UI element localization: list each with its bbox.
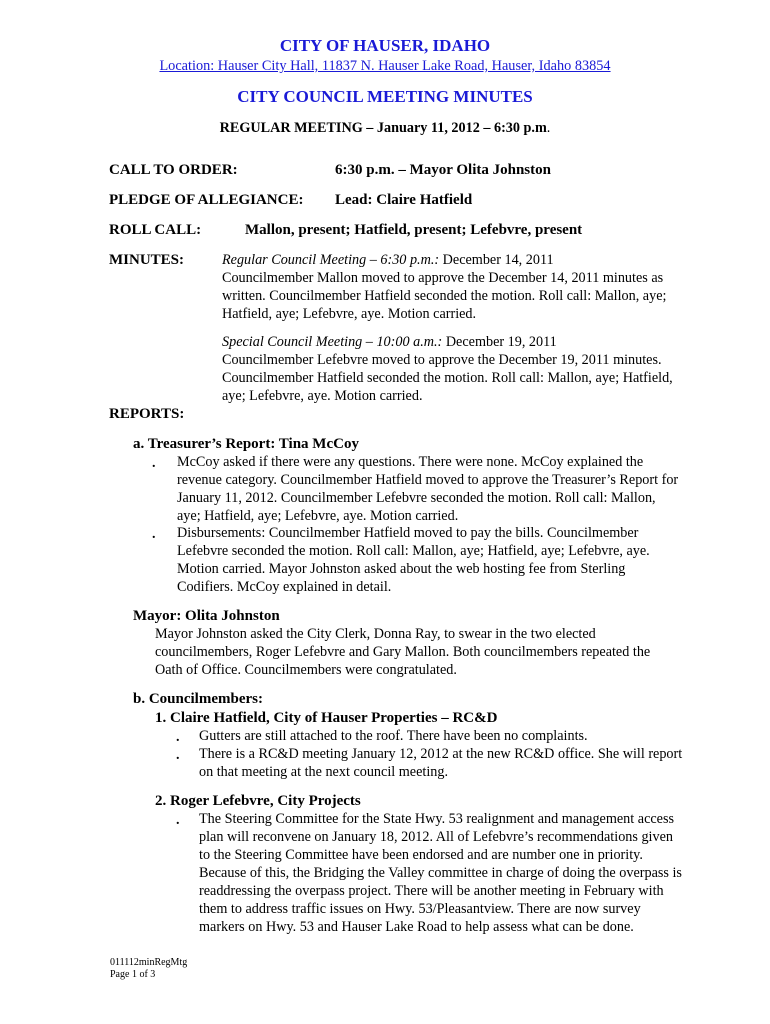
meeting-period: . (546, 120, 551, 136)
paragraph-line: Because of this, the Bridging the Valley committee in charge of doing the overpass is (199, 865, 682, 881)
paragraph-line: markers on Hwy. 53 and Hauser Lake Road to help assess what can be done. (199, 919, 634, 935)
regular-meeting-minutes (222, 251, 666, 323)
special-meeting-minutes (222, 333, 673, 405)
pledge-label: PLEDGE OF ALLEGIANCE: (109, 192, 304, 208)
call-to-order-label: CALL TO ORDER: (109, 162, 238, 178)
city-title: CITY OF HAUSER, IDAHO (279, 36, 491, 55)
paragraph-line: Hatfield, aye; Lefebvre, aye. Motion carried. (222, 306, 477, 322)
minutes-label: MINUTES: (109, 252, 185, 268)
paragraph-line: Mayor Johnston asked the City Clerk, Donna Ray, to swear in the two elected (155, 626, 596, 642)
minutes-title: CITY COUNCIL MEETING MINUTES (237, 87, 533, 106)
special-meeting-date: December 19, 2011 (442, 334, 557, 350)
bullet-icon: . (152, 456, 156, 471)
location-line[interactable] (0, 57, 770, 75)
hatfield-bullet-1 (199, 727, 588, 745)
meeting-line (0, 119, 770, 137)
regular-meeting-heading (222, 251, 666, 269)
lefebvre-bullet-1 (199, 810, 682, 936)
councilmembers-heading: b. Councilmembers: (133, 691, 263, 707)
bullet-icon: . (152, 527, 156, 542)
paragraph-line: There is a RC&D meeting January 12, 2012 at the new RC&D office. She will report (199, 746, 683, 762)
reports-label: REPORTS: (109, 406, 185, 422)
pledge-value: Lead: Claire Hatfield (335, 192, 473, 208)
regular-meeting-title: Regular Council Meeting – 6:30 p.m.: (222, 252, 440, 268)
paragraph-line: to the Steering Committee have been endorsed and are number one in priority. (199, 847, 643, 863)
paragraph-line: Codifiers. McCoy explained in detail. (177, 579, 392, 595)
paragraph-line: Motion carried. Mayor Johnston asked about the web hosting fee from Sterling (177, 561, 626, 577)
paragraph-line: aye; Hatfield, aye; Lefebvre, aye. Motion carried. (177, 508, 459, 524)
mayor-heading: Mayor: Olita Johnston (133, 608, 280, 624)
lefebvre-heading: 2. Roger Lefebvre, City Projects (155, 793, 361, 809)
paragraph-line: Councilmember Hatfield seconded the motion. Roll call: Mallon, aye; Hatfield, (222, 370, 673, 386)
location-link[interactable]: Location: Hauser City Hall, 11837 N. Hauser Lake Road, Hauser, Idaho 83854 (159, 58, 611, 74)
meeting-type-date: REGULAR MEETING – January 11, 2012 – 6:30 p.m (219, 120, 547, 136)
paragraph-line: Councilmember Lefebvre moved to approve the December 19, 2011 minutes. (222, 352, 662, 368)
paragraph-line: revenue category. Councilmember Hatfield moved to approve the Treasurer’s Report for (177, 472, 679, 488)
bullet-icon: . (176, 730, 180, 745)
paragraph-line: McCoy asked if there were any questions. There were none. McCoy explained the (177, 454, 644, 470)
paragraph-line: councilmembers, Roger Lefebvre and Gary Mallon. Both councilmembers repeated the (155, 644, 651, 660)
special-meeting-title: Special Council Meeting – 10:00 a.m.: (222, 334, 443, 350)
paragraph-line: Oath of Office. Councilmembers were congratulated. (155, 662, 457, 678)
paragraph-line: Disbursements: Councilmember Hatfield moved to pay the bills. Councilmember (177, 525, 639, 541)
paragraph-line: January 11, 2012. Councilmember Lefebvre seconded the motion. Roll call: Mallon, (177, 490, 656, 506)
hatfield-heading: 1. Claire Hatfield, City of Hauser Properties – RC&D (155, 710, 498, 726)
bullet-icon: . (176, 813, 180, 828)
regular-meeting-date: December 14, 2011 (439, 252, 554, 268)
roll-call-label: ROLL CALL: (109, 222, 202, 238)
treasurer-report-heading: a. Treasurer’s Report: Tina McCoy (133, 436, 359, 452)
paragraph-line: on that meeting at the next council meeting. (199, 764, 448, 780)
treasurer-bullet-2 (177, 524, 650, 596)
paragraph-line: The Steering Committee for the State Hwy. 53 realignment and management access (199, 811, 674, 827)
paragraph-line: them to address traffic issues on Hwy. 53/Pleasantview. There are now survey (199, 901, 641, 917)
paragraph-line: plan will reconvene on January 18, 2012. All of Lefebvre’s recommendations given (199, 829, 673, 845)
document-id: 011112minRegMtg (110, 957, 188, 968)
hatfield-bullet-2 (199, 745, 682, 781)
paragraph-line: Gutters are still attached to the roof. There have been no complaints. (199, 728, 588, 744)
bullet-icon: . (176, 748, 180, 763)
paragraph-line: aye; Lefebvre, aye. Motion carried. (222, 388, 423, 404)
mayor-report (155, 625, 650, 679)
page-number: Page 1 of 3 (110, 969, 156, 980)
paragraph-line: Lefebvre seconded the motion. Roll call: Mallon, aye; Hatfield, aye; Lefebvre, aye. (177, 543, 650, 559)
treasurer-bullet-1 (177, 453, 678, 525)
paragraph-line: Councilmember Mallon moved to approve the December 14, 2011 minutes as (222, 270, 664, 286)
special-meeting-heading (222, 333, 673, 351)
roll-call-value: Mallon, present; Hatfield, present; Lefebvre, present (245, 222, 583, 238)
call-to-order-value: 6:30 p.m. – Mayor Olita Johnston (335, 162, 551, 178)
paragraph-line: readdressing the overpass project. There will be another meeting in February with (199, 883, 664, 899)
paragraph-line: written. Councilmember Hatfield seconded the motion. Roll call: Mallon, aye; (222, 288, 667, 304)
